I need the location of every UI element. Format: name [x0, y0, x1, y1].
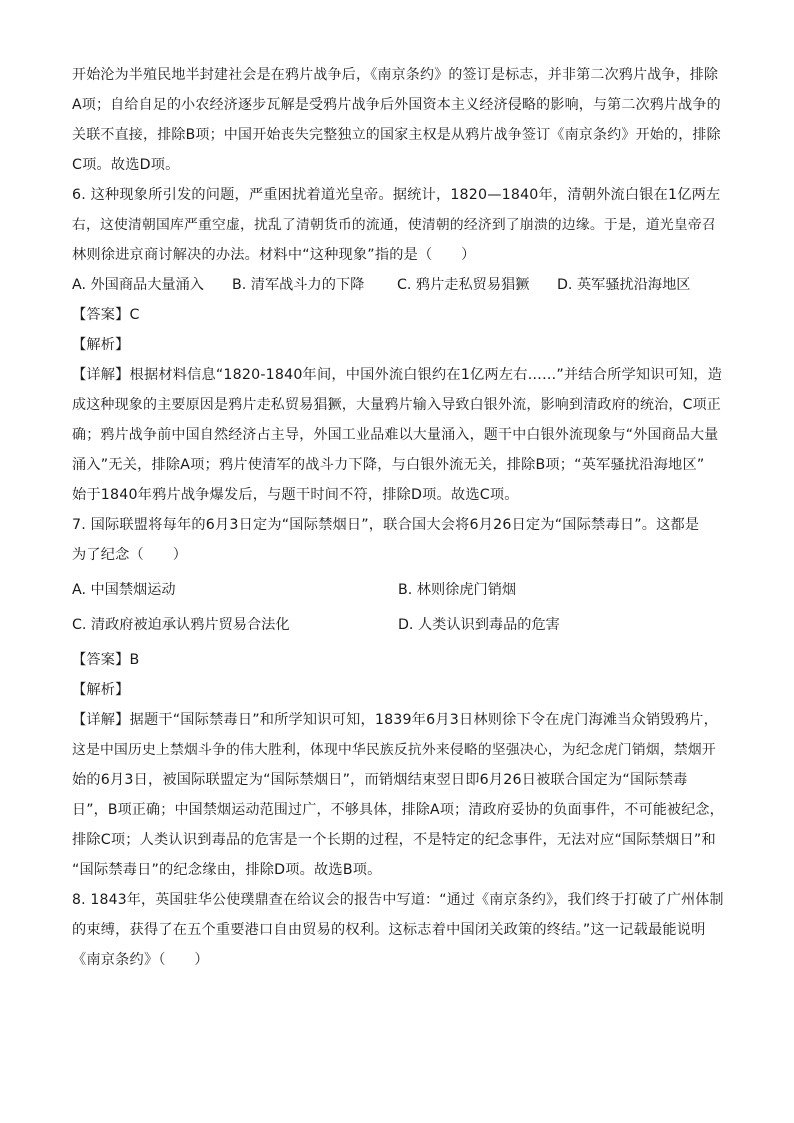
option-d: D. 人类认识到毒品的危害 [398, 617, 560, 633]
text-line: C项。故选D项。 [72, 157, 180, 173]
question-stem-line: 右，这使清朝国库严重空虚，扰乱了清朝货币的流通，使清朝的经济到了崩溃的边缘。于是，道光皇帝召 [72, 217, 716, 233]
detail-line: “国际禁毒日”的纪念缘由，排除D项。故选B项。 [72, 862, 382, 878]
option-a: A. 中国禁烟运动 [72, 582, 176, 598]
question-7-options-row-1 [72, 575, 724, 605]
answer-label: 【答案】B [72, 652, 140, 668]
previous-answer-continuation [72, 60, 724, 180]
detail-line: 这是中国历史上禁烟斗争的伟大胜利，体现中华民族反抗外来侵略的坚强决心，为纪念虎门销烟，禁烟开 [72, 742, 716, 758]
detail-line: 始于1840年鸦片战争爆发后，与题干时间不符，排除D项。故选C项。 [72, 487, 519, 503]
option-d: D. 英军骚扰沿海地区 [557, 277, 691, 293]
text-line: 关联不直接，排除B项；中国开始丧失完整独立的国家主权是从鸦片战争签订《南京条约》开始的，排除 [72, 127, 721, 143]
question-6 [72, 180, 724, 510]
question-stem-line: 的束缚，获得了在五个重要港口自由贸易的权利。这标志着中国闭关政策的终结。”这一记载最能说明 [72, 922, 706, 938]
detail-line: 【详解】据题干“国际禁毒日”和所学知识可知，1839年6月3日林则徐下令在虎门海滩当众销毁鸦片， [72, 712, 718, 728]
option-b: B. 清军战斗力的下降 [232, 277, 365, 293]
question-stem-line: 8. 1843年，英国驻华公使璞鼎查在给议会的报告中写道：“通过《南京条约》，我们终于打破了广州体制 [72, 892, 724, 908]
question-stem-line: 林则徐进京商讨解决的办法。材料中“这种现象”指的是（ ） [72, 247, 476, 263]
option-b: B. 林则徐虎门销烟 [398, 582, 517, 598]
document-page [72, 60, 724, 975]
option-a: A. 外国商品大量涌入 [72, 277, 204, 293]
question-6-options [72, 270, 724, 300]
detail-line: 日”，B项正确；中国禁烟运动范围过广，不够具体，排除A项；清政府妥协的负面事件，不可能被纪念， [72, 802, 724, 818]
detail-line: 涌入”无关，排除A项；鸦片使清军的战斗力下降，与白银外流无关，排除B项；“英军骚扰沿海地区” [72, 457, 705, 473]
question-stem-line: 6. 这种现象所引发的问题，严重困扰着道光皇帝。据统计，1820—1840年，清朝外流白银在1亿两左 [72, 187, 721, 203]
detail-line: 排除C项；人类认识到毒品的危害是一个长期的过程，不是特定的纪念事件，无法对应“国际禁烟日”和 [72, 832, 716, 848]
text-line: A项；自给自足的小农经济逐步瓦解是受鸦片战争后外国资本主义经济侵略的影响，与第二次鸦片战争的 [72, 97, 721, 113]
text-line: 开始沦为半殖民地半封建社会是在鸦片战争后，《南京条约》的签订是标志，并非第二次鸦片战争，排除 [72, 67, 719, 83]
analysis-label: 【解析】 [72, 682, 130, 698]
question-8 [72, 885, 724, 975]
detail-line: 成这种现象的主要原因是鸦片走私贸易猖獗，大量鸦片输入导致白银外流，影响到清政府的统治，C项正 [72, 397, 721, 413]
question-7 [72, 510, 724, 885]
detail-line: 始的6月3日，被国际联盟定为“国际禁烟日”，而销烟结束翌日即6月26日被联合国定为“国际禁毒 [72, 772, 688, 788]
option-c: C. 鸦片走私贸易猖獗 [397, 277, 530, 293]
answer-label: 【答案】C [72, 307, 140, 323]
detail-line: 【详解】根据材料信息“1820-1840年间，中国外流白银约在1亿两左右……”并结合所学知识可知，造 [72, 367, 723, 383]
question-stem-line: 为了纪念（ ） [72, 547, 188, 563]
question-stem-line: 《南京条约》（ ） [72, 952, 209, 968]
question-7-options-row-2 [72, 610, 724, 640]
question-stem-line: 7. 国际联盟将每年的6月3日定为“国际禁烟日”，联合国大会将6月26日定为“国际禁毒日”。这都是 [72, 517, 700, 533]
analysis-label: 【解析】 [72, 337, 130, 353]
option-c: C. 清政府被迫承认鸦片贸易合法化 [72, 617, 290, 633]
detail-line: 确；鸦片战争前中国自然经济占主导，外国工业品难以大量涌入，题干中白银外流现象与“外国商品大量 [72, 427, 719, 443]
